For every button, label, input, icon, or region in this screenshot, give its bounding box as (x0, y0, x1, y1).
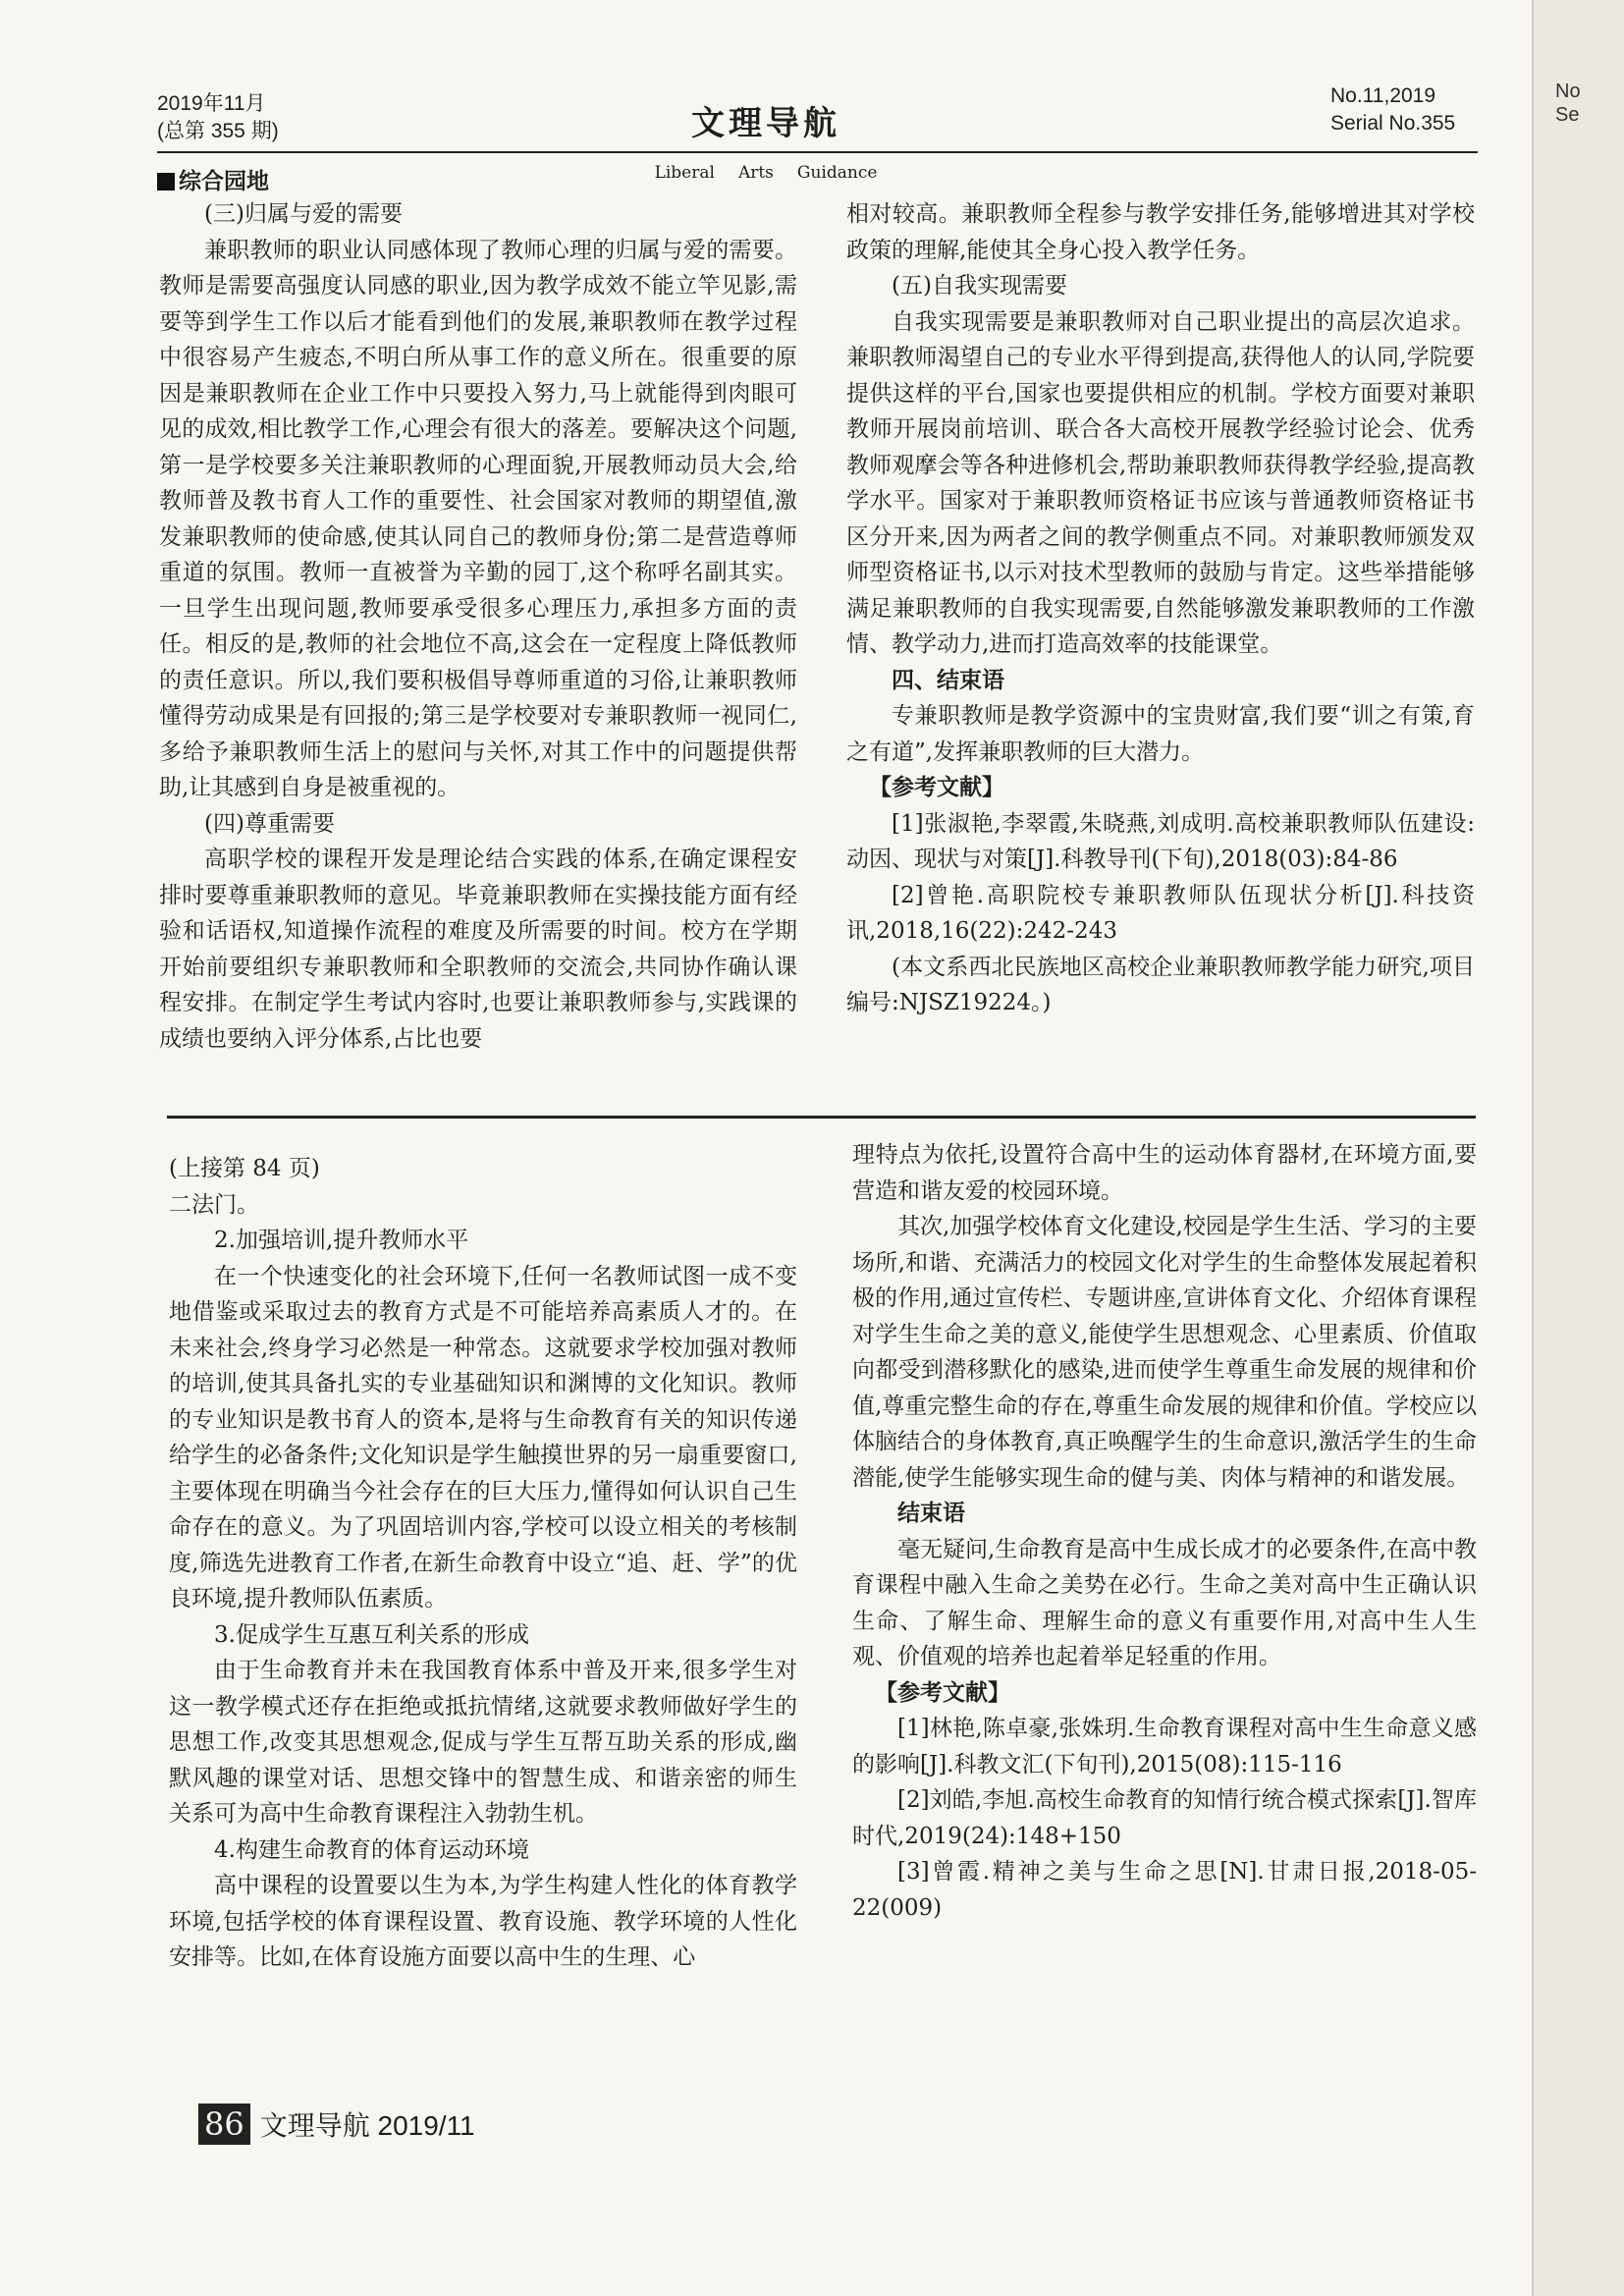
paragraph: 专兼职教师是教学资源中的宝贵财富,我们要“训之有策,育之有道”,发挥兼职教师的巨大潜力。 (846, 703, 1475, 765)
article-column-top-left (159, 196, 797, 1057)
paragraph: 二法门。 (169, 1191, 259, 1218)
section-heading: 四、结束语 (892, 666, 1004, 693)
paragraph: [1]张淑艳,李翠霞,朱晓燕,刘成明.高校兼职教师队伍建设:动因、现状与对策[J].科教导刊(下旬),2018(03):84-86 (846, 810, 1475, 872)
paragraph: [1]林艳,陈卓豪,张姝玥.生命教育课程对高中生生命意义感的影响[J].科教文汇(下旬刊),2015(08):115-116 (852, 1716, 1477, 1777)
paragraph: 其次,加强学校体育文化建设,校园是学生生活、学习的主要场所,和谐、充满活力的校园文化对学生的生命整体发展起着积极的作用,通过宣传栏、专题讲座,宣讲体育文化、介绍体育课程对学生生命之美的意义,能使学生思想观念、心里素质、价值取向都受到潜移默化的感染,进而使学生尊重生命发展的规律和价值,尊重完整生命的存在,尊重生命发展的规律和价值。学校应以体脑结合的身体教育,真正唤醒学生的生命意识,激活学生的生命潜能,使学生能够实现生命的健与美、肉体与精神的和谐发展。 (852, 1214, 1477, 1491)
article-column-bottom-left (169, 1151, 797, 1976)
journal-subtitle (0, 163, 1532, 183)
paragraph: 高职学校的课程开发是理论结合实践的体系,在确定课程安排时要尊重兼职教师的意见。毕竟兼职教师在实操技能方面有经验和话语权,知道操作流程的难度及所需要的时间。校方在学期开始前要组织专兼职教师和全职教师的交流会,共同协作确认课程安排。在制定学生考试内容时,也要让兼职教师参与,实践课的成绩也要纳入评分体系,占比也要 (159, 847, 797, 1052)
article-divider (167, 1116, 1476, 1119)
section-label: 综合园地 (179, 168, 269, 194)
paragraph: 高中课程的设置要以生为本,为学生构建人性化的体育教学环境,包括学校的体育课程设置、教育设施、教学环境的人性化安排等。比如,在体育设施方面要以高中生的生理、心 (169, 1873, 797, 1970)
header-issue-total: (总第 355 期) (157, 120, 279, 142)
article-column-bottom-right (852, 1137, 1477, 1926)
paragraph: 兼职教师的职业认同感体现了教师心理的归属与爱的需要。教师是需要高强度认同感的职业,因为教学成效不能立竿见影,需要等到学生工作以后才能看到他们的发展,兼职教师在教学过程中很容易产生疲态,不明白所从事工作的意义所在。很重要的原因是兼职教师在企业工作中只要投入努力,马上就能得到肉眼可见的成效,相比教学工作,心理会有很大的落差。要解决这个问题,第一是学校要多关注兼职教师的心理面貌,开展教师动员大会,给教师普及教书育人工作的重要性、社会国家对教师的期望值,激发兼职教师的使命感,使其认同自己的教师身份;第二是营造尊师重道的氛围。教师一直被誉为辛勤的园丁,这个称呼名副其实。一旦学生出现问题,教师要承受很多心理压力,承担多方面的责任。相反的是,教师的社会地位不高,这会在一定程度上降低教师的责任意识。所以,我们要积极倡导尊师重道的习俗,让兼职教师懂得劳动成果是有回报的;第三是学校要对专兼职教师一视同仁,多给予兼职教师生活上的慰问与关怀,对其工作中的问题提供帮助,让其感到自身是被重视的。 (159, 237, 797, 800)
section-heading: 3.促成学生互惠互利关系的形成 (214, 1621, 529, 1648)
section-heading: 结束语 (897, 1500, 965, 1526)
section-heading: (三)归属与爱的需要 (204, 201, 403, 227)
paragraph: 相对较高。兼职教师全程参与教学安排任务,能够增进其对学校政策的理解,能使其全身心投入教学任务。 (846, 201, 1475, 263)
journal-title: 文理导航 (691, 104, 840, 143)
paragraph: 自我实现需要是兼职教师对自己职业提出的高层次追求。兼职教师渴望自己的专业水平得到提高,获得他人的认同,学院要提供这样的平台,国家也要提供相应的机制。学校方面要对兼职教师开展岗前培训、联合各大高校开展教学经验讨论会、优秀教师观摩会等各种进修机会,帮助兼职教师获得教学经验,提高教学水平。国家对于兼职教师资格证书应该与普通教师资格证书区分开来,因为两者之间的教学侧重点不同。对兼职教师颁发双师型资格证书,以示对技术型教师的鼓励与肯定。这些举措能够满足兼职教师的自我实现需要,自然能够激发兼职教师的工作激情、教学动力,进而打造高效率的技能课堂。 (846, 308, 1475, 657)
adjacent-page-text: No (1555, 81, 1581, 102)
adjacent-page-text: Se (1555, 104, 1580, 126)
page-number: 86 (198, 2104, 250, 2145)
section-heading: (四)尊重需要 (204, 810, 335, 837)
footer-journal-issue: 文理导航 2019/11 (259, 2110, 475, 2141)
article-column-top-right (846, 196, 1475, 1021)
adjacent-page-edge (1532, 0, 1624, 2296)
paragraph: [2]刘皓,李旭.高校生命教育的知情行统合模式探索[J].智库时代,2019(24):148+150 (852, 1787, 1477, 1849)
paragraph: (本文系西北民族地区高校企业兼职教师教学能力研究,项目编号:NJSZ19224。) (846, 954, 1475, 1015)
paragraph: 理特点为依托,设置符合高中生的运动体育器材,在环境方面,要营造和谐友爱的校园环境。 (852, 1142, 1477, 1204)
paragraph: (上接第 84 页) (169, 1156, 320, 1181)
section-heading: (五)自我实现需要 (892, 273, 1067, 299)
page-footer (198, 2104, 475, 2145)
subtitle-word: Arts (737, 163, 774, 183)
subtitle-word: Guidance (796, 163, 878, 183)
subtitle-word: Liberal (654, 163, 715, 183)
paragraph: [2]曾艳.高职院校专兼职教师队伍现状分析[J].科技资讯,2018,16(22):242-243 (846, 882, 1475, 944)
header-issue-no: No.11,2019 (1330, 84, 1436, 107)
section-heading: 2.加强培训,提升教师水平 (214, 1228, 469, 1253)
header-serial-no: Serial No.355 (1330, 112, 1456, 135)
paragraph: 在一个快速变化的社会环境下,任何一名教师试图一成不变地借鉴或采取过去的教育方式是不可能培养高素质人才的。在未来社会,终身学习必然是一种常态。这就要求学校加强对教师的培训,使其具备扎实的专业基础知识和渊博的文化知识。教师的专业知识是教书育人的资本,是将与生命教育有关的知识传递给学生的必备条件;文化知识是学生触摸世界的另一扇重要窗口,主要体现在明确当今社会存在的巨大压力,懂得如何认识自己生命存在的意义。为了巩固培训内容,学校可以设立相关的考核制度,筛选先进教育工作者,在新生命教育中设立“追、赶、学”的优良环境,提升教师队伍素质。 (169, 1263, 797, 1612)
header-rule (157, 151, 1478, 153)
references-heading: 【参考文献】 (869, 774, 1004, 800)
paragraph: 毫无疑问,生命教育是高中生成长成才的必要条件,在高中教育课程中融入生命之美势在必行。生命之美对高中生正确认识生命、了解生命、理解生命的意义有重要作用,对高中生人生观、价值观的培养也起着举足轻重的作用。 (852, 1536, 1477, 1669)
header-issue-block (1330, 82, 1455, 137)
paragraph: 由于生命教育并未在我国教育体系中普及开来,很多学生对这一教学模式还存在拒绝或抵抗情绪,这就要求教师做好学生的思想工作,改变其思想观念,促成与学生互帮互助关系的形成,幽默风趣的课堂对话、思想交锋中的智慧生成、和谐亲密的师生关系可为高中生命教育课程注入勃勃生机。 (169, 1658, 797, 1827)
section-heading: 4.构建生命教育的体育运动环境 (214, 1836, 529, 1863)
references-heading: 【参考文献】 (875, 1678, 1010, 1706)
paragraph: [3]曾霞.精神之美与生命之思[N].甘肃日报,2018-05-22(009) (852, 1859, 1477, 1921)
header-date: 2019年11月 (157, 92, 266, 115)
